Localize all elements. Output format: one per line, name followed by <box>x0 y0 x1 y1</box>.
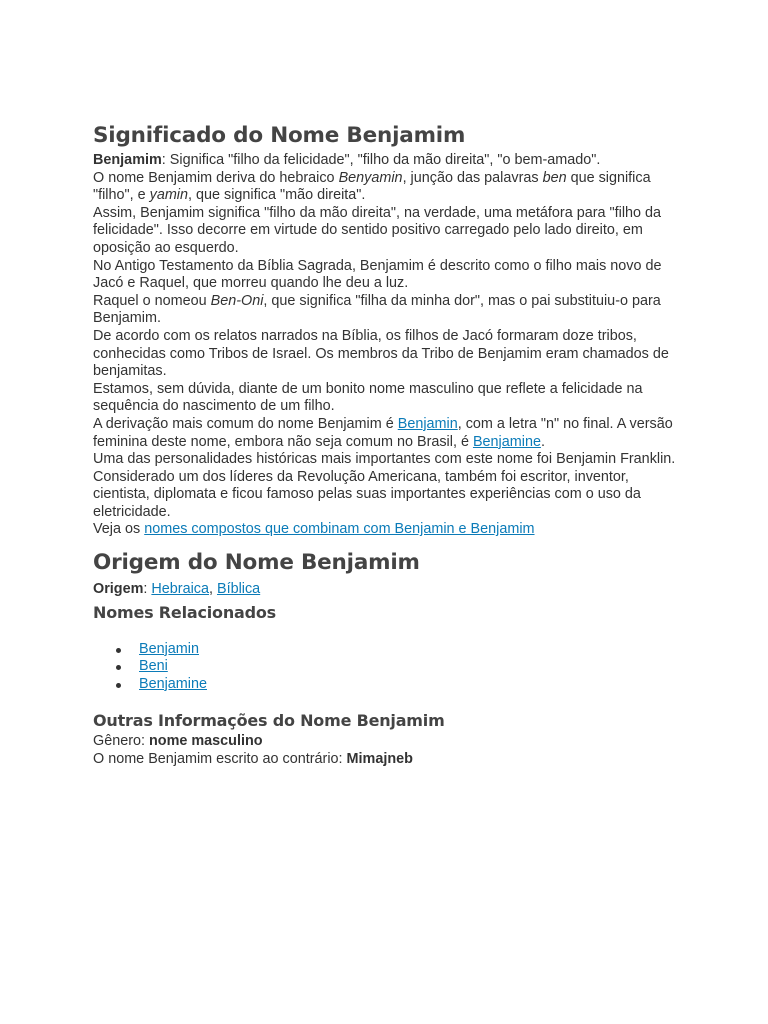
gender-line: Gênero: nome masculino <box>93 733 263 750</box>
related-names-list <box>93 641 679 694</box>
name-highlight: Benjamim <box>93 152 162 168</box>
benjamine-link[interactable]: Benjamine <box>472 433 541 450</box>
origin-heading: Origem do Nome Benjamim <box>93 550 420 576</box>
article-content <box>93 120 679 769</box>
related-name-link[interactable]: Beni <box>139 658 168 675</box>
see-also-paragraph: Veja os nomes compostos que combinam com Benjamin e Benjamim <box>93 521 535 538</box>
list-item <box>93 676 679 694</box>
tribes-paragraph: De acordo com os relatos narrados na Bíblia, os filhos de Jacó formaram doze tribos, conhecidas como Tribos de Israel. Os membros da Tribo de Benjamim eram chamados de benjamitas. <box>93 327 669 380</box>
gender-value: nome masculino <box>149 733 263 750</box>
leaders-paragraph: Considerado um dos líderes da Revolução Americana, também foi escritor, inventor, cientista, diplomata e ficou famoso pelas suas importantes experiências com o uso da eletricidade. <box>93 468 641 520</box>
related-names-heading: Nomes Relacionados <box>93 602 276 622</box>
list-item <box>93 641 679 659</box>
hebraica-link[interactable]: Hebraica <box>151 581 209 598</box>
reversed-name-line: O nome Benjamim escrito ao contrário: Mimajneb <box>93 751 413 768</box>
rachel-paragraph: Raquel o nomeou Ben-Oni, que significa "filha da minha dor", mas o pai substituiu-o para Benjamim. <box>93 292 661 327</box>
page-title: Significado do Nome Benjamim <box>93 123 466 148</box>
reversed-name-value: Mimajneb <box>346 751 413 768</box>
bible-paragraph: No Antigo Testamento da Bíblia Sagrada, Benjamim é descrito como o filho mais novo de Jacó e Raquel, que morreu quando lhe deu a luz. <box>93 257 662 292</box>
happiness-paragraph: Estamos, sem dúvida, diante de um bonito nome masculino que reflete a felicidade na sequência do nascimento de um filho. <box>93 380 643 415</box>
compound-names-link[interactable]: nomes compostos que combinam com Benjamin e Benjamim <box>144 521 535 538</box>
bullet-icon <box>116 648 121 653</box>
derivation-paragraph: A derivação mais comum do nome Benjamim é Benjamin, com a letra "n" no final. A versão feminina deste nome, embora não seja comum no Brasil, é Benjamine. <box>93 415 673 450</box>
bullet-icon <box>116 683 121 688</box>
other-info-heading: Outras Informações do Nome Benjamim <box>93 711 445 731</box>
related-name-link[interactable]: Benjamin <box>139 640 199 657</box>
franklin-paragraph: Uma das personalidades históricas mais importantes com este nome foi Benjamin Franklin. <box>93 451 676 468</box>
related-name-link[interactable]: Benjamine <box>139 675 207 692</box>
origin-paragraph: Origem: Hebraica, Bíblica <box>93 581 261 598</box>
biblica-link[interactable]: Bíblica <box>216 581 261 598</box>
metaphor-paragraph: Assim, Benjamim significa "filho da mão direita", na verdade, uma metáfora para "filho da felicidade". Isso decorre em virtude do sentido positivo carregado pelo lado direito, em oposição ao esquerdo. <box>93 204 662 256</box>
meaning-paragraph: Benjamim: Significa "filho da felicidade", "filho da mão direita", "o bem-amado". <box>93 152 601 168</box>
benjamin-link[interactable]: Benjamin <box>397 415 458 432</box>
list-item <box>93 658 679 676</box>
etymology-paragraph: O nome Benjamim deriva do hebraico Benyamin, junção das palavras ben que significa "filho", e yamin, que significa "mão direita". <box>93 169 651 204</box>
bullet-icon <box>116 665 121 670</box>
